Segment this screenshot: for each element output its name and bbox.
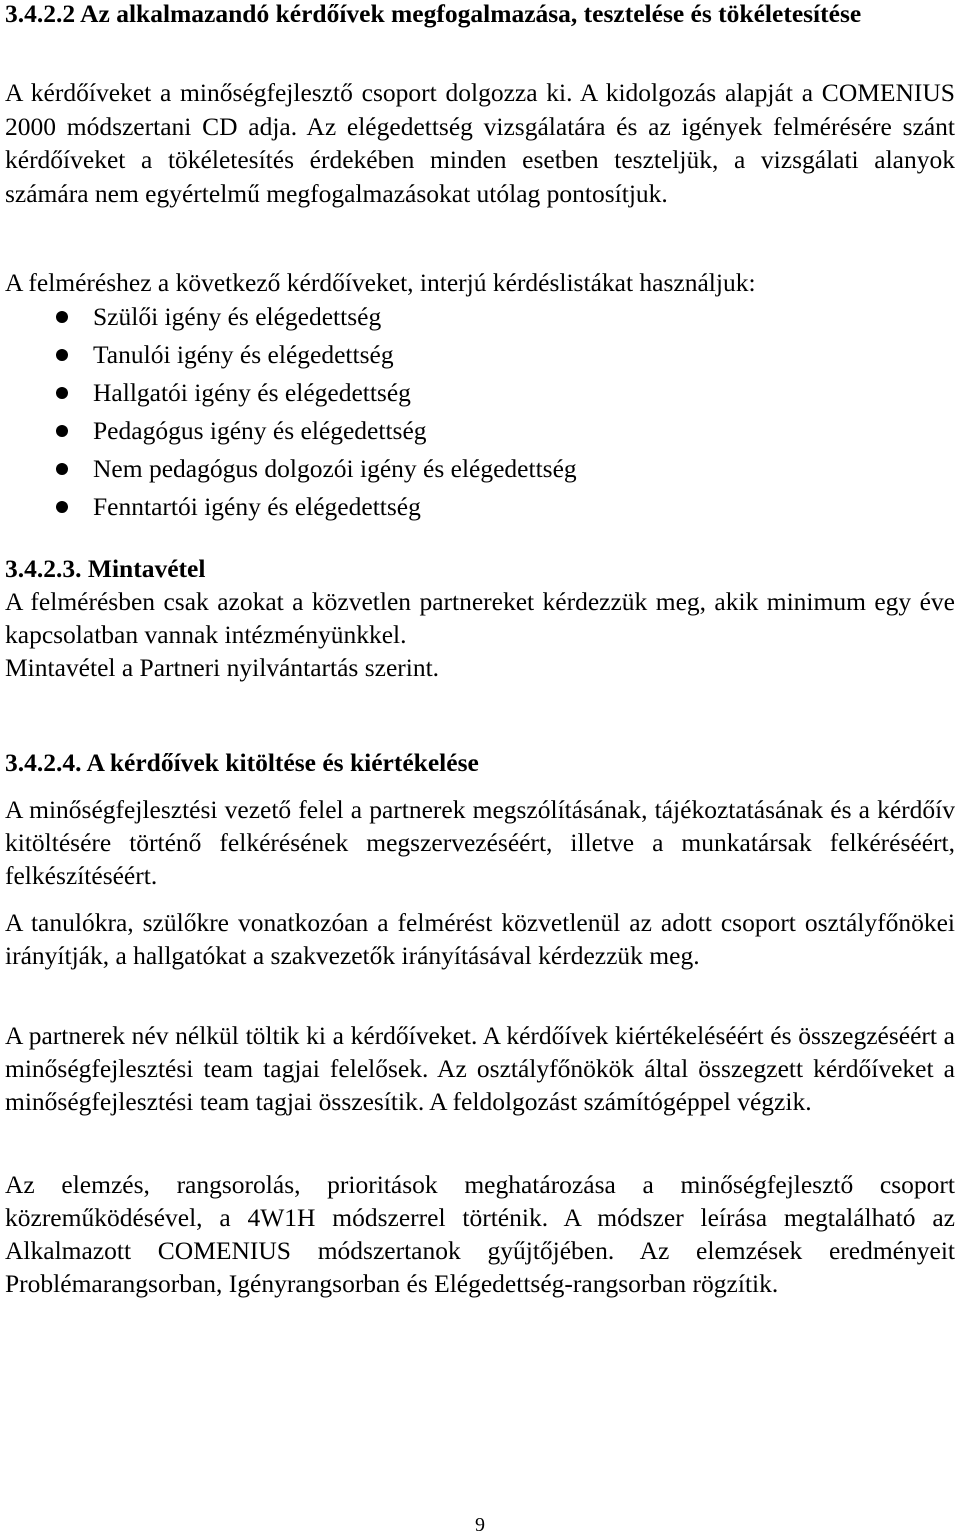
section-342-4-para3 bbox=[5, 1019, 955, 1118]
paragraph: A partnerek név nélkül töltik ki a kérdőíveket. A kérdőívek kiértékeléséért és összegzéséért a minőségfejlesztési team tagjai felelősek. Az osztályfőnökök által összegzett kérdőíveket a minőségfejlesztési team tagjai összesítik. A feldolgozást számítógéppel végzik. bbox=[5, 1021, 955, 1116]
paragraph: A felmérésben csak azokat a közvetlen partnereket kérdezzük meg, akik minimum egy éve kapcsolatban vannak intézményünkkel. bbox=[5, 587, 955, 649]
list-item-label: Fenntartói igény és elégedettség bbox=[93, 492, 421, 521]
bullet-icon bbox=[56, 311, 68, 323]
list-item-label: Hallgatói igény és elégedettség bbox=[93, 378, 411, 407]
bullet-icon bbox=[56, 425, 68, 437]
list-intro: A felméréshez a következő kérdőíveket, interjú kérdéslistákat használjuk: bbox=[5, 268, 756, 297]
section-342-4 bbox=[5, 746, 955, 779]
paragraph: A kérdőíveket a minőségfejlesztő csoport dolgozza ki. A kidolgozás alapját a COMENIUS 2000 módszertani CD adja. Az elégedettség vizsgálatára és az igények felmérésére szánt kérdőíveket a tökéletesítés érdekében minden esetben teszteljük, a vizsgálati alanyok számára nem egyértelmű megfogalmazásokat utólag pontosítjuk. bbox=[5, 78, 955, 208]
section-342-4-para1 bbox=[5, 793, 955, 892]
section-342-2-body bbox=[5, 76, 955, 210]
list-item bbox=[5, 336, 955, 374]
page-number: 9 bbox=[475, 1514, 485, 1536]
paragraph: Az elemzés, rangsorolás, prioritások meghatározása a minőségfejlesztő csoport közreműködésével, a 4W1H módszerrel történik. A módszer leírása megtalálható az Alkalmazott COMENIUS módszertanok gyűjtőjében. Az elemzések eredményeit Problémarangsorban, Igényrangsorban és Elégedettség-rangsorban rögzítik. bbox=[5, 1170, 955, 1298]
list-intro-block bbox=[5, 264, 955, 302]
section-title: 3.4.2.3. Mintavétel bbox=[5, 554, 206, 583]
bullet-icon bbox=[56, 501, 68, 513]
paragraph: A tanulókra, szülőkre vonatkozóan a felmérést közvetlenül az adott csoport osztályfőnökei irányítják, a hallgatókat a szakvezetők irányításával kérdezzük meg. bbox=[5, 908, 955, 970]
section-title: 3.4.2.4. A kérdőívek kitöltése és kiértékelése bbox=[5, 748, 479, 777]
list-item bbox=[5, 412, 955, 450]
list-item-label: Pedagógus igény és elégedettség bbox=[93, 416, 427, 445]
section-heading-342-2 bbox=[5, 0, 955, 30]
bullet-icon bbox=[56, 387, 68, 399]
section-342-4-para2 bbox=[5, 906, 955, 972]
bullet-icon bbox=[56, 349, 68, 361]
section-342-3 bbox=[5, 552, 955, 684]
list-item bbox=[5, 374, 955, 412]
list-item bbox=[5, 298, 955, 336]
bullet-icon bbox=[56, 463, 68, 475]
section-342-4-para4 bbox=[5, 1168, 955, 1300]
list-item-label: Nem pedagógus dolgozói igény és elégedettség bbox=[93, 454, 577, 483]
questionnaire-list bbox=[5, 298, 955, 526]
list-item-label: Tanulói igény és elégedettség bbox=[93, 340, 394, 369]
list-item bbox=[5, 488, 955, 526]
paragraph: A minőségfejlesztési vezető felel a partnerek megszólításának, tájékoztatásának és a kérdőív kitöltésére történő felkérésének megszervezéséért, illetve a munkatársak felkéréséért, felkészítéséért. bbox=[5, 795, 955, 890]
list-item bbox=[5, 450, 955, 488]
list-item-label: Szülői igény és elégedettség bbox=[93, 302, 382, 331]
section-title: 3.4.2.2 Az alkalmazandó kérdőívek megfogalmazása, tesztelése és tökéletesítése bbox=[5, 0, 862, 28]
paragraph: Mintavétel a Partneri nyilvántartás szerint. bbox=[5, 653, 440, 682]
